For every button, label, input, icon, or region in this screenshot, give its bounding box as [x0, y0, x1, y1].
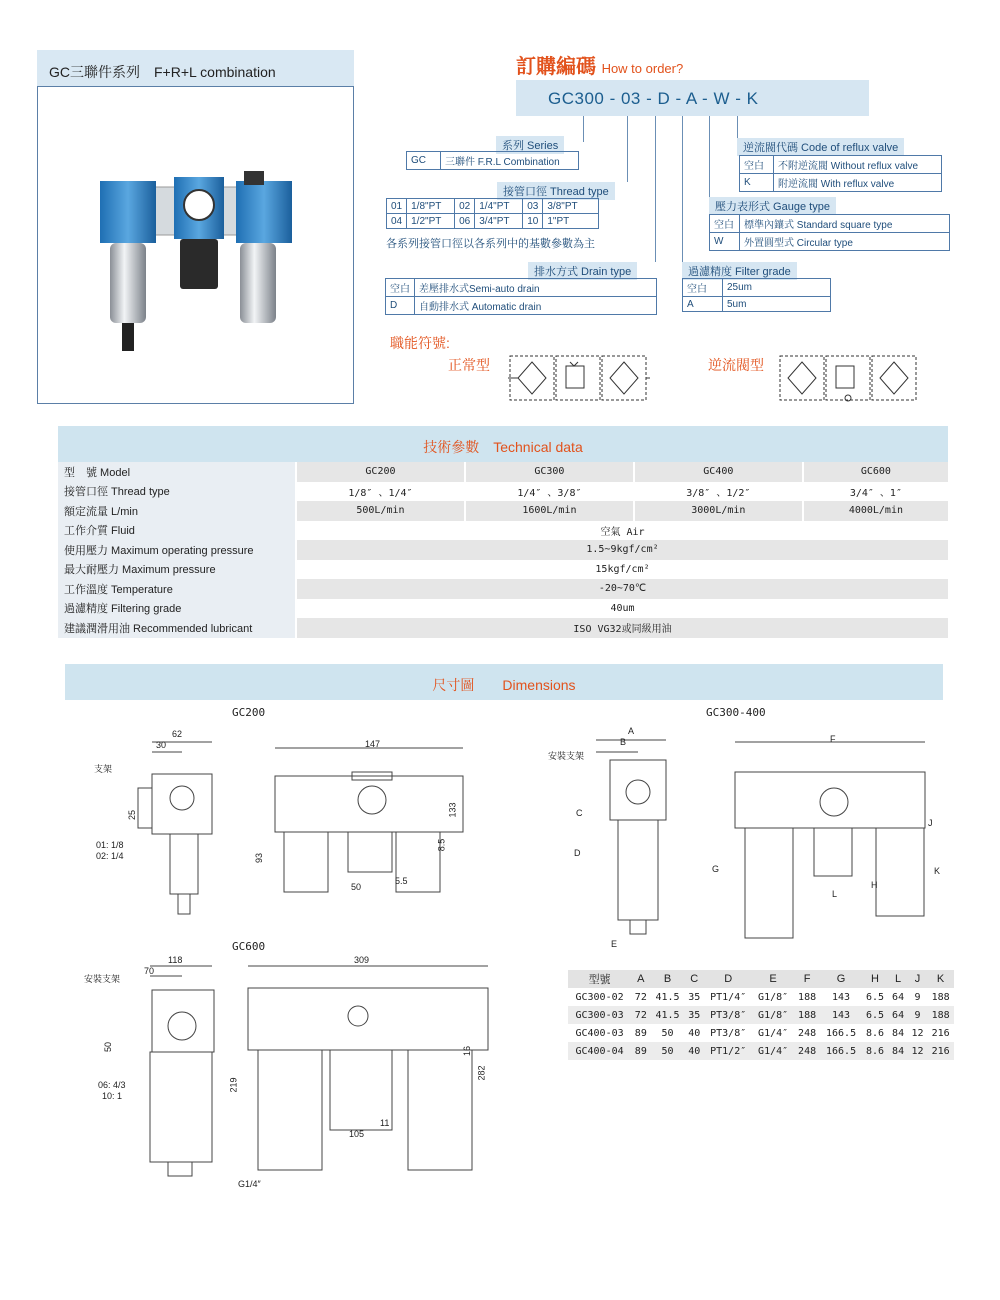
table-cell: 空白	[386, 279, 415, 297]
dim-gc200-8-5: 8.5	[436, 838, 447, 852]
gauge-table	[709, 214, 950, 251]
table-cell: 9	[914, 991, 921, 1003]
order-code-bar	[516, 80, 869, 116]
table-cell: 1.5~9kgf/cm²	[296, 540, 948, 560]
table-cell: PT1/4″	[710, 991, 747, 1003]
table-cell: 84	[888, 1042, 907, 1060]
gc600-bracket-label: 安裝支架	[84, 974, 121, 984]
dim-gc200-25: 25	[127, 809, 138, 821]
table-cell: 41.5	[655, 991, 680, 1003]
table-cell: 8.6	[862, 1042, 889, 1060]
normal-type-label: 正常型	[448, 357, 490, 373]
table-cell: 188	[931, 991, 950, 1003]
table-row	[58, 560, 948, 580]
gc300-400-drawing	[590, 730, 950, 950]
order-title-en: How to order?	[601, 61, 684, 76]
table-cell: C	[685, 970, 704, 988]
table-cell: GC600	[803, 462, 948, 482]
table-cell: 500L/min	[296, 501, 465, 521]
thread-note: 各系列接管口徑以各系列中的基數參數為主	[386, 238, 595, 250]
normal-type-symbol	[508, 352, 650, 402]
table-cell: PT1/2″	[704, 1042, 753, 1060]
dim-gc200-62: 62	[172, 729, 183, 739]
dim-gc200-147: 147	[365, 739, 381, 749]
table-cell: 3/4″ 、1″	[803, 482, 948, 502]
table-cell: F	[794, 970, 821, 988]
reflux-label: 逆流閥代碼 Code of reflux valve	[737, 138, 904, 156]
table-row	[568, 1024, 954, 1042]
table-cell: H	[862, 970, 889, 988]
dim-letter-l: L	[832, 889, 838, 899]
table-cell: E	[752, 970, 793, 988]
table-cell: 40um	[296, 599, 948, 619]
gc200-title: GC200	[232, 706, 266, 719]
table-cell: 166.5	[826, 1027, 857, 1039]
filter-label: 過濾精度 Filter grade	[682, 262, 797, 280]
dim-gc600-309: 309	[354, 955, 370, 965]
gc300-bracket-label: 安裝支架	[548, 751, 585, 761]
dim-gc200-5-5: 5.5	[395, 876, 408, 886]
filter-table	[682, 278, 831, 312]
table-row	[58, 501, 948, 521]
table-cell: 25um	[723, 279, 831, 297]
table-cell: 1/8"PT	[407, 199, 455, 214]
table-row	[58, 618, 948, 638]
table-row	[58, 462, 948, 482]
tech-section-title	[58, 426, 948, 462]
reflux-type-label: 逆流閥型	[708, 357, 764, 373]
dimensions-title: 尺寸圖 Dimensions	[432, 677, 576, 693]
table-cell: 3000L/min	[634, 501, 803, 521]
table-cell: D	[386, 297, 415, 315]
connector-reflux	[737, 116, 738, 140]
table-cell: K	[927, 970, 954, 988]
table-cell: 216	[931, 1027, 950, 1039]
table-cell: W	[710, 233, 740, 251]
table-cell: GC200	[296, 462, 465, 482]
table-cell: ISO VG32或同級用油	[296, 618, 948, 638]
dim-gc600-50: 50	[103, 1041, 114, 1053]
series-code: GC	[407, 152, 441, 170]
table-cell: 72	[631, 1006, 650, 1024]
table-cell: 188	[798, 991, 817, 1003]
table-cell: 4000L/min	[803, 501, 948, 521]
gc600-port-10: 10: 1	[102, 1091, 123, 1101]
table-cell: GC400-04	[568, 1042, 631, 1060]
gc600-drawing	[100, 960, 500, 1190]
gc200-port-02: 02: 1/4	[96, 851, 124, 861]
table-cell: 10	[523, 214, 543, 229]
dim-gc200-93: 93	[254, 852, 265, 864]
table-cell: 差壓排水式Semi-auto drain	[415, 279, 657, 297]
table-cell: 248	[798, 1027, 817, 1039]
table-cell: 1"PT	[543, 214, 599, 229]
table-cell: 標準內鑲式 Standard square type	[740, 215, 950, 233]
table-cell: 1/8″ 、1/4″	[296, 482, 465, 502]
thread-table	[386, 198, 599, 229]
gc300-400-title: GC300-400	[706, 706, 766, 719]
table-cell: 64	[888, 1006, 907, 1024]
table-cell: G1/8″	[758, 991, 789, 1003]
table-row	[568, 970, 954, 988]
dim-gc600-118: 118	[168, 955, 183, 965]
table-cell: 15kgf/cm²	[296, 560, 948, 580]
table-cell: 外置圓型式 Circular type	[740, 233, 950, 251]
series-title: GC三聯件系列 F+R+L combination	[49, 64, 276, 80]
table-cell: D	[704, 970, 753, 988]
product-photo	[38, 87, 353, 403]
table-row	[58, 540, 948, 560]
dim-letter-e: E	[611, 939, 618, 949]
table-cell: 50	[661, 1027, 674, 1039]
table-cell: 1/4"PT	[475, 199, 523, 214]
dim-letter-g: G	[712, 864, 720, 874]
thread-label: 接管口徑 Thread type	[497, 182, 615, 200]
table-cell: 8.6	[866, 1027, 885, 1039]
tech-title: 技術參數 Technical data	[423, 439, 583, 455]
table-cell: 過濾精度 Filtering grade	[58, 599, 296, 619]
connector-filter	[682, 116, 683, 262]
table-cell: 建議潤滑用油 Recommended lubricant	[58, 618, 296, 638]
product-series-header	[37, 50, 354, 86]
table-cell: 89	[631, 1042, 650, 1060]
dim-letter-h: H	[871, 880, 878, 890]
table-cell: 143	[832, 991, 851, 1003]
table-cell: 06	[455, 214, 475, 229]
table-cell: 12	[911, 1027, 924, 1039]
table-cell: 50	[651, 1042, 685, 1060]
connector-drain	[655, 116, 656, 262]
table-cell: 5um	[723, 297, 831, 312]
table-cell: 使用壓力 Maximum operating pressure	[58, 540, 296, 560]
dim-letter-c: C	[576, 808, 583, 818]
tech-table	[58, 462, 948, 638]
table-row	[568, 988, 954, 1006]
table-row	[58, 521, 948, 541]
order-title-zh: 訂購編碼	[516, 56, 596, 78]
table-cell: 6.5	[862, 1006, 889, 1024]
table-cell: J	[908, 970, 927, 988]
dim-gc600-105: 105	[349, 1129, 365, 1139]
table-cell: 40	[688, 1027, 701, 1039]
gc200-drawing	[90, 728, 470, 918]
table-cell: 166.5	[820, 1042, 861, 1060]
series-table	[406, 151, 579, 170]
gc200-port-01: 01: 1/8	[96, 840, 124, 850]
dim-letter-j: J	[928, 818, 933, 828]
drain-table	[385, 278, 657, 315]
table-cell: 84	[892, 1027, 905, 1039]
table-cell: G1/8″	[752, 1006, 793, 1024]
table-cell: 01	[387, 199, 407, 214]
dim-letter-k: K	[934, 866, 941, 876]
drain-label: 排水方式 Drain type	[528, 262, 637, 280]
table-cell: G1/4″	[758, 1027, 789, 1039]
table-cell: GC400	[634, 462, 803, 482]
table-row	[58, 482, 948, 502]
table-cell: G	[820, 970, 861, 988]
table-row	[568, 1006, 954, 1024]
table-cell: 1/4″ 、3/8″	[465, 482, 634, 502]
table-cell: 3/8″ 、1/2″	[634, 482, 803, 502]
table-cell: L	[888, 970, 907, 988]
table-cell: GC400-03	[575, 1027, 624, 1039]
table-cell: G1/4″	[752, 1042, 793, 1060]
table-cell: GC300-03	[568, 1006, 631, 1024]
table-cell: 1600L/min	[465, 501, 634, 521]
order-title	[516, 50, 683, 79]
table-cell: 1/2"PT	[407, 214, 455, 229]
table-cell: 188	[927, 1006, 954, 1024]
table-cell: 空白	[710, 215, 740, 233]
gauge-label: 壓力表形式 Gauge type	[709, 197, 836, 215]
series-desc: 三聯件 F.R.L Combination	[441, 152, 579, 170]
table-cell: 3/8"PT	[543, 199, 599, 214]
dim-letter-d: D	[574, 848, 581, 858]
table-cell: 空白	[683, 279, 723, 297]
table-cell: GC300	[465, 462, 634, 482]
table-cell: 不附逆流閥 Without reflux valve	[774, 156, 942, 174]
table-cell: 248	[794, 1042, 821, 1060]
dim-gc600-11: 11	[380, 1118, 390, 1128]
dim-gc600-219: 219	[228, 1077, 239, 1093]
table-cell: 附逆流閥 With reflux valve	[774, 174, 942, 192]
table-cell: 接管口徑 Thread type	[58, 482, 296, 502]
table-cell: 型 號 Model	[58, 462, 296, 482]
dim-gc200-50: 50	[351, 882, 362, 892]
table-cell: 64	[892, 991, 905, 1003]
gc200-bracket-label: 支架	[94, 764, 113, 774]
dim-letter-b: B	[620, 737, 627, 747]
table-cell: B	[651, 970, 685, 988]
dim-gc600-282: 282	[476, 1065, 487, 1081]
gc600-port-g14: G1/4″	[238, 1179, 261, 1189]
table-cell: 04	[387, 214, 407, 229]
table-cell: 188	[794, 1006, 821, 1024]
table-cell: K	[740, 174, 774, 192]
dim-gc600-70: 70	[144, 966, 155, 976]
table-cell: 40	[685, 1042, 704, 1060]
table-row	[58, 599, 948, 619]
table-cell: 41.5	[651, 1006, 685, 1024]
table-cell: -20~70℃	[296, 579, 948, 599]
table-row	[58, 579, 948, 599]
reflux-table	[739, 155, 942, 192]
product-photo-frame	[37, 86, 354, 404]
table-cell: 6.5	[866, 991, 885, 1003]
dimension-table	[568, 970, 954, 1060]
table-cell: A	[683, 297, 723, 312]
table-cell: 89	[634, 1027, 647, 1039]
dim-gc200-30: 30	[156, 740, 167, 750]
table-cell: 額定流量 L/min	[58, 501, 296, 521]
connector-series	[583, 116, 584, 142]
table-cell: 最大耐壓力 Maximum pressure	[58, 560, 296, 580]
table-cell: 72	[634, 991, 647, 1003]
table-cell: 143	[820, 1006, 861, 1024]
table-cell: 空白	[740, 156, 774, 174]
connector-gauge	[709, 116, 710, 200]
table-cell: 空氣 Air	[296, 521, 948, 541]
table-cell: 02	[455, 199, 475, 214]
table-cell: 工作介質 Fluid	[58, 521, 296, 541]
table-cell: 35	[685, 1006, 704, 1024]
table-cell: 型號	[568, 970, 631, 988]
dimensions-section-title	[65, 664, 943, 700]
table-cell: 工作溫度 Temperature	[58, 579, 296, 599]
table-cell: 216	[927, 1042, 954, 1060]
table-row	[568, 1042, 954, 1060]
dim-gc600-16: 16	[462, 1045, 473, 1057]
table-cell: 03	[523, 199, 543, 214]
table-cell: 9	[908, 1006, 927, 1024]
table-cell: A	[631, 970, 650, 988]
table-cell: 12	[908, 1042, 927, 1060]
table-cell: PT3/8″	[704, 1006, 753, 1024]
dim-letter-a: A	[628, 726, 635, 736]
dim-letter-f: F	[830, 734, 836, 744]
gc600-title: GC600	[232, 940, 266, 953]
function-symbol-label: 職能符號:	[390, 335, 450, 351]
table-cell: 自動排水式 Automatic drain	[415, 297, 657, 315]
table-cell: 35	[688, 991, 701, 1003]
series-label: 系列 Series	[496, 136, 564, 154]
gc600-port-06: 06: 4/3	[98, 1080, 126, 1090]
connector-thread	[627, 116, 628, 182]
table-cell: PT3/8″	[710, 1027, 747, 1039]
table-cell: 3/4"PT	[475, 214, 523, 229]
reflux-type-symbol	[778, 352, 920, 404]
order-code: GC300 - 03 - D - A - W - K	[548, 89, 759, 108]
dim-gc200-133: 133	[447, 802, 458, 818]
table-cell: GC300-02	[575, 991, 624, 1003]
